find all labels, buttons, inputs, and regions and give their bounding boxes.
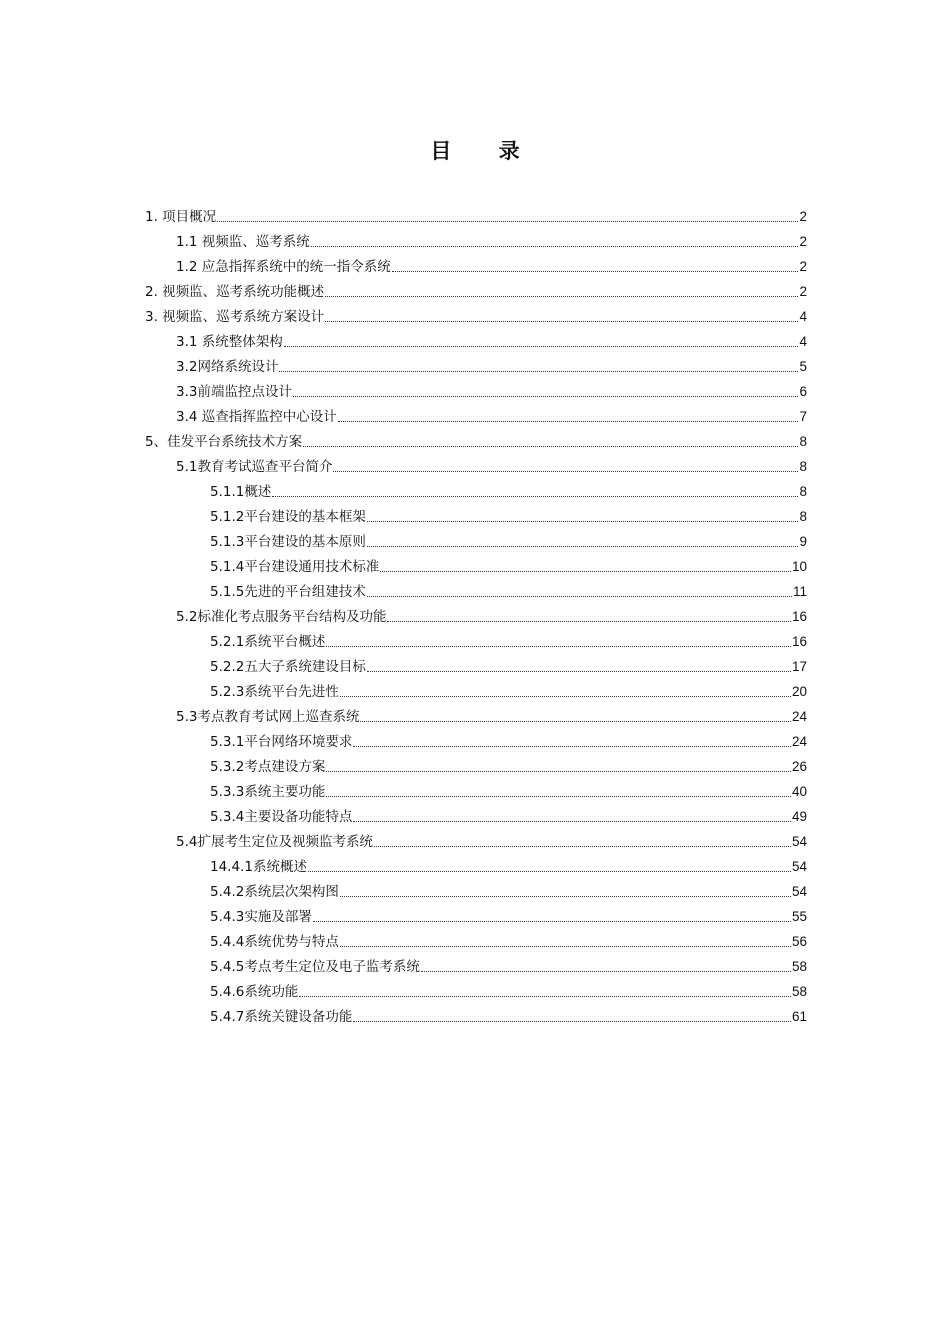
toc-entry-label: 5.4扩展考生定位及视频监考系统 — [176, 834, 373, 850]
toc-entry[interactable] — [176, 251, 807, 276]
toc-entry-page-number: 8 — [799, 434, 807, 449]
toc-entry-label: 3. 视频监、巡考系统方案设计 — [145, 309, 325, 325]
toc-dot-leader — [313, 921, 791, 922]
page-title: 目 录 — [430, 138, 540, 163]
toc-entry[interactable] — [210, 726, 807, 751]
toc-entry[interactable] — [210, 576, 807, 601]
toc-entry-label: 5.2.3系统平台先进性 — [210, 684, 339, 700]
toc-entry[interactable] — [210, 776, 807, 801]
toc-entry-page-number: 8 — [799, 459, 807, 474]
toc-dot-leader — [353, 821, 791, 822]
toc-entry-page-number: 24 — [791, 734, 807, 749]
toc-entry[interactable] — [210, 526, 807, 551]
toc-entry-page-number: 58 — [791, 984, 807, 999]
toc-dot-leader — [303, 446, 798, 447]
toc-entry-page-number: 10 — [791, 559, 807, 574]
toc-dot-leader — [367, 671, 791, 672]
toc-dot-leader — [353, 1021, 791, 1022]
toc-dot-leader — [421, 971, 791, 972]
toc-dot-leader — [360, 721, 790, 722]
toc-entry[interactable] — [210, 801, 807, 826]
table-of-contents — [0, 201, 950, 1026]
toc-entry-label: 5.4.3实施及部署 — [210, 909, 312, 925]
toc-entry-page-number: 8 — [799, 509, 807, 524]
toc-entry-label: 5.1教育考试巡查平台简介 — [176, 459, 333, 475]
toc-dot-leader — [374, 846, 791, 847]
toc-entry-label: 5.3.1平台网络环境要求 — [210, 734, 353, 750]
toc-entry-page-number: 8 — [799, 484, 807, 499]
toc-dot-leader — [367, 596, 792, 597]
toc-entry-page-number: 11 — [792, 584, 807, 599]
toc-entry-page-number: 2 — [799, 234, 807, 249]
toc-entry[interactable] — [145, 426, 807, 451]
toc-dot-leader — [326, 796, 791, 797]
toc-entry-label: 5.3考点教育考试网上巡查系统 — [176, 709, 360, 725]
toc-dot-leader — [308, 871, 791, 872]
toc-entry-page-number: 54 — [791, 834, 807, 849]
toc-entry-label: 5.2标准化考点服务平台结构及功能 — [176, 609, 387, 625]
toc-entry-page-number: 40 — [791, 784, 807, 799]
toc-dot-leader — [279, 371, 798, 372]
toc-entry-label: 5.3.3系统主要功能 — [210, 784, 326, 800]
toc-entry[interactable] — [210, 976, 807, 1001]
toc-dot-leader — [387, 621, 790, 622]
toc-entry[interactable] — [210, 651, 807, 676]
toc-entry[interactable] — [210, 751, 807, 776]
toc-dot-leader — [326, 646, 791, 647]
toc-entry-page-number: 6 — [799, 384, 807, 399]
toc-dot-leader — [340, 696, 791, 697]
toc-entry-label: 3.1 系统整体架构 — [176, 334, 283, 350]
toc-entry-page-number: 17 — [791, 659, 807, 674]
toc-dot-leader — [284, 346, 799, 347]
toc-dot-leader — [340, 946, 791, 947]
toc-entry-page-number: 54 — [791, 884, 807, 899]
toc-entry[interactable] — [145, 276, 807, 301]
toc-entry[interactable] — [176, 601, 807, 626]
toc-entry-label: 5.2.1系统平台概述 — [210, 634, 326, 650]
toc-entry-page-number: 5 — [799, 359, 807, 374]
toc-entry-label: 1.2 应急指挥系统中的统一指令系统 — [176, 259, 391, 275]
toc-entry[interactable] — [210, 551, 807, 576]
toc-entry-label: 5.1.5先进的平台组建技术 — [210, 584, 366, 600]
toc-entry[interactable] — [210, 926, 807, 951]
toc-dot-leader — [272, 496, 798, 497]
toc-dot-leader — [217, 221, 798, 222]
toc-entry-page-number: 55 — [791, 909, 807, 924]
toc-entry[interactable] — [176, 826, 807, 851]
toc-dot-leader — [367, 546, 799, 547]
toc-dot-leader — [340, 896, 791, 897]
toc-entry-page-number: 2 — [799, 284, 807, 299]
toc-entry-label: 5.1.4平台建设通用技术标准 — [210, 559, 380, 575]
toc-entry[interactable] — [210, 951, 807, 976]
toc-entry-label: 5.3.2考点建设方案 — [210, 759, 326, 775]
toc-entry[interactable] — [145, 201, 807, 226]
toc-entry-label: 3.2网络系统设计 — [176, 359, 279, 375]
toc-entry-label: 1. 项目概况 — [145, 209, 217, 225]
toc-entry-page-number: 4 — [799, 309, 807, 324]
toc-dot-leader — [392, 271, 799, 272]
toc-dot-leader — [333, 471, 798, 472]
toc-entry-label: 5.3.4主要设备功能特点 — [210, 809, 353, 825]
toc-entry[interactable] — [176, 226, 807, 251]
toc-dot-leader — [299, 996, 791, 997]
toc-entry-page-number: 58 — [791, 959, 807, 974]
toc-entry[interactable] — [210, 876, 807, 901]
toc-dot-leader — [311, 246, 799, 247]
toc-dot-leader — [353, 746, 791, 747]
toc-entry[interactable] — [176, 326, 807, 351]
toc-entry-page-number: 26 — [791, 759, 807, 774]
toc-entry-page-number: 2 — [799, 259, 807, 274]
toc-entry[interactable] — [145, 301, 807, 326]
toc-entry-label: 5.1.1概述 — [210, 484, 272, 500]
toc-entry-label: 5.1.3平台建设的基本原则 — [210, 534, 366, 550]
toc-entry-page-number: 49 — [791, 809, 807, 824]
toc-entry-label: 1.1 视频监、巡考系统 — [176, 234, 310, 250]
toc-entry[interactable] — [176, 376, 807, 401]
toc-entry-label: 5、佳发平台系统技术方案 — [145, 434, 303, 450]
toc-entry-page-number: 16 — [791, 609, 807, 624]
toc-dot-leader — [293, 396, 799, 397]
toc-entry-page-number: 2 — [799, 209, 807, 224]
toc-entry-label: 5.4.4系统优势与特点 — [210, 934, 339, 950]
toc-dot-leader — [338, 421, 799, 422]
toc-entry[interactable] — [176, 401, 807, 426]
toc-entry-page-number: 9 — [799, 534, 807, 549]
toc-dot-leader — [325, 321, 798, 322]
toc-dot-leader — [326, 771, 791, 772]
toc-entry-label: 3.3前端监控点设计 — [176, 384, 292, 400]
toc-entry-label: 14.4.1系统概述 — [210, 859, 307, 875]
toc-entry-page-number: 54 — [791, 859, 807, 874]
toc-entry-label: 5.2.2五大子系统建设目标 — [210, 659, 366, 675]
toc-dot-leader — [325, 296, 798, 297]
toc-entry-page-number: 56 — [791, 934, 807, 949]
toc-entry[interactable] — [210, 676, 807, 701]
toc-entry-label: 5.4.2系统层次架构图 — [210, 884, 339, 900]
toc-dot-leader — [380, 571, 791, 572]
toc-entry-label: 2. 视频监、巡考系统功能概述 — [145, 284, 325, 300]
toc-entry[interactable] — [210, 851, 807, 876]
toc-entry-page-number: 20 — [791, 684, 807, 699]
toc-entry[interactable] — [210, 501, 807, 526]
toc-entry-label: 3.4 巡查指挥监控中心设计 — [176, 409, 337, 425]
toc-entry-label: 5.4.5考点考生定位及电子监考系统 — [210, 959, 420, 975]
toc-entry[interactable] — [176, 351, 807, 376]
toc-dot-leader — [367, 521, 799, 522]
toc-entry[interactable] — [176, 451, 807, 476]
toc-entry[interactable] — [210, 626, 807, 651]
toc-entry[interactable] — [176, 701, 807, 726]
toc-entry-label: 5.4.7系统关键设备功能 — [210, 1009, 353, 1025]
toc-entry-page-number: 4 — [799, 334, 807, 349]
toc-entry-page-number: 7 — [799, 409, 807, 424]
toc-entry[interactable] — [210, 476, 807, 501]
toc-entry-label: 5.1.2平台建设的基本框架 — [210, 509, 366, 525]
toc-entry-page-number: 61 — [791, 1009, 807, 1024]
toc-entry[interactable] — [210, 1001, 807, 1026]
toc-entry-page-number: 16 — [791, 634, 807, 649]
toc-entry-label: 5.4.6系统功能 — [210, 984, 299, 1000]
toc-entry-page-number: 24 — [791, 709, 807, 724]
toc-entry[interactable] — [210, 901, 807, 926]
